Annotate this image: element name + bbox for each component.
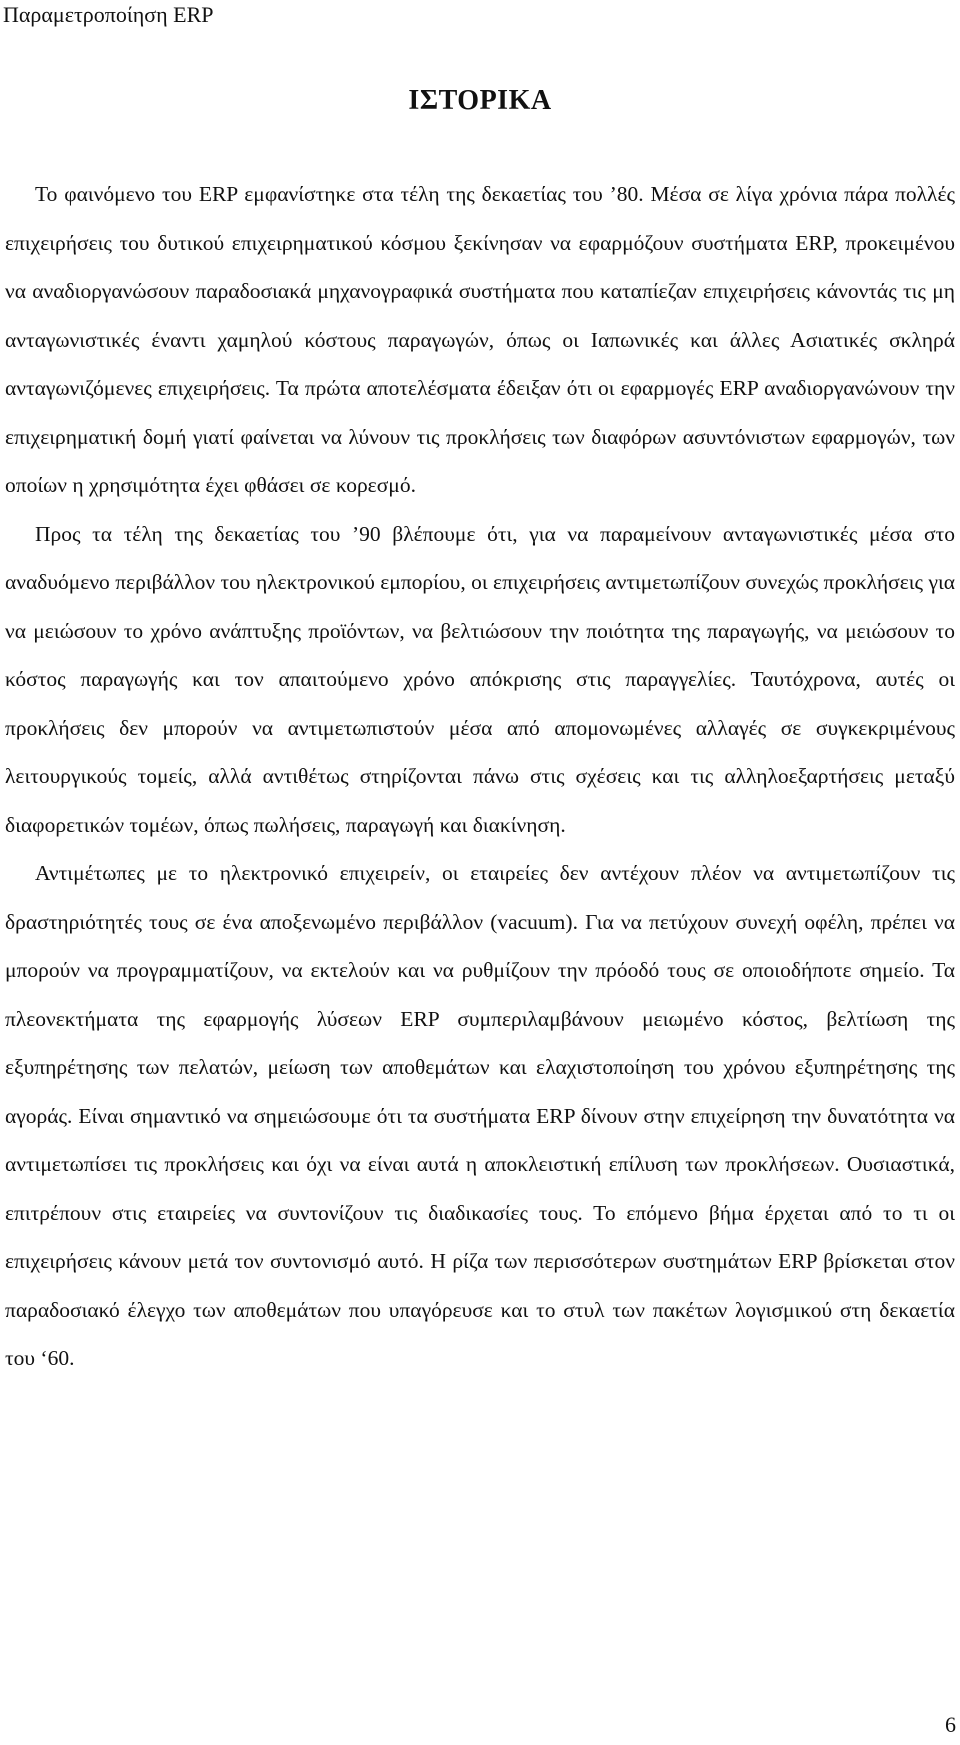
paragraph-2: Προς τα τέλη της δεκαετίας του ’90 βλέπουμε ότι, για να παραμείνουν ανταγωνιστικές μέσα στο αναδυόμενο περιβάλλον του ηλεκτρονικού εμπορίου, οι επιχειρήσεις αντιμετωπίζουν συνεχώς προκλήσεις για να μειώσουν το χρόνο ανάπτυξης προϊόντων, να βελτιώσουν την ποιότητα της παραγωγής, να μειώσουν το κόστος παραγωγής και τον απαιτούμενο χρόνο απόκρισης στις παραγγελίες. Ταυτόχρονα, αυτές οι προκλήσεις δεν μπορούν να αντιμετωπιστούν μέσα από απομονωμένες αλλαγές σε συγκεκριμένους λειτουργικούς τομείς, αλλά αντιθέτως στηρίζονται πάνω στις σχέσεις και τις αλληλοεξαρτήσεις μεταξύ διαφορετικών τομέων, όπως πωλήσεις, παραγωγή και διακίνηση. <box>5 521 955 837</box>
page-title: ΙΣΤΟΡΙΚΑ <box>408 85 552 116</box>
paragraph-1: Το φαινόμενο του ERP εμφανίστηκε στα τέλη της δεκαετίας του ’80. Μέσα σε λίγα χρόνια πάρα πολλές επιχειρήσεις του δυτικού επιχειρηματικού κόσμου ξεκίνησαν να εφαρμόζουν συστήματα ERP, προκειμένου να αναδιοργανώσουν παραδοσιακά μηχανογραφικά συστήματα που καταπίεζαν επιχειρήσεις κάνοντάς τις μη ανταγωνιστικές έναντι χαμηλού κόστους παραγωγών, όπως οι Ιαπωνικές και άλλες Ασιατικές σκληρά ανταγωνιζόμενες επιχειρήσεις. Τα πρώτα αποτελέσματα έδειξαν ότι οι εφαρμογές ERP αναδιοργανώνουν την επιχειρηματική δομή γιατί φαίνεται να λύνουν τις προκλήσεις των διαφόρων ασυντόνιστων εφαρμογών, των οποίων η χρησιμότητα έχει φθάσει σε κορεσμό. <box>5 182 955 497</box>
running-header: Παραμετροποίηση ERP <box>3 2 214 27</box>
paragraph-3: Αντιμέτωπες με το ηλεκτρονικό επιχειρείν, οι εταιρείες δεν αντέχουν πλέον να αντιμετωπίζουν τις δραστηριότητές τους σε ένα αποξενωμένο περιβάλλον (vacuum). Για να πετύχουν συνεχή οφέλη, πρέπει να μπορούν να προγραμματίζουν, να εκτελούν και να ρυθμίζουν την πρόοδό τους σε οποιοδήποτε σημείο. Τα πλεονεκτήματα της εφαρμογής λύσεων ERP συμπεριλαμβάνουν μειωμένο κόστος, βελτίωση της εξυπηρέτησης των πελατών, μείωση των αποθεμάτων και ελαχιστοποίηση του χρόνου εξυπηρέτησης της αγοράς. Είναι σημαντικό να σημειώσουμε ότι τα συστήματα ERP δίνουν στην επιχείρηση την δυνατότητα να αντιμετωπίσει τις προκλήσεις και όχι να είναι αυτά η αποκλειστική επίλυση των προκλήσεων. Ουσιαστικά, επιτρέπουν στις εταιρείες να συντονίζουν τις διαδικασίες τους. Το επόμενο βήμα έρχεται από το τι οι επιχειρήσεις κάνουν μετά τον συντονισμό αυτό. Η ρίζα των περισσότερων συστημάτων ERP βρίσκεται στον παραδοσιακό έλεγχο των αποθεμάτων που υπαγόρευσε και το στυλ των πακέτων λογισμικού στη δεκαετία του ‘60. <box>5 861 955 1370</box>
page-number: 6 <box>945 1712 956 1737</box>
document-body <box>5 170 955 1383</box>
